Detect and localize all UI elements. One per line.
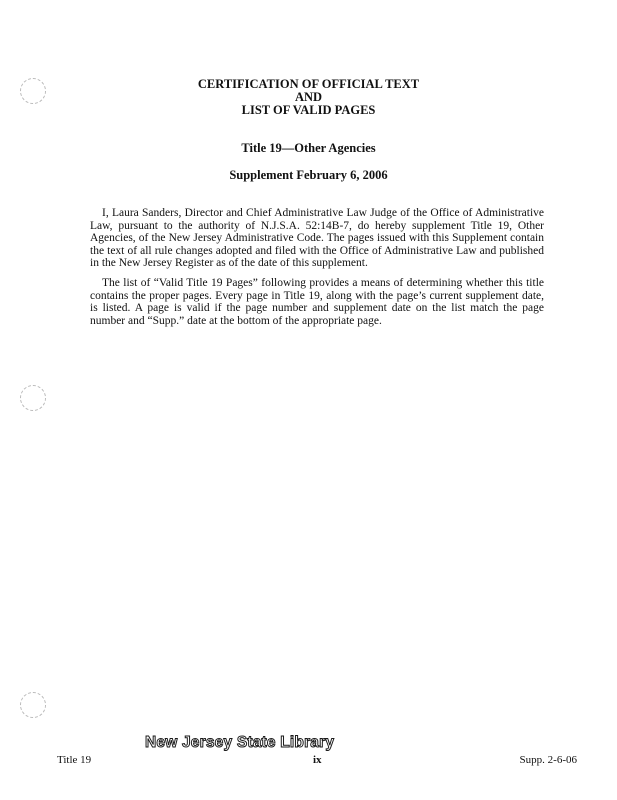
title-heading: Title 19—Other Agencies — [241, 141, 376, 155]
library-stamp: New Jersey State Library — [145, 734, 335, 751]
paragraph-valid-pages: The list of “Valid Title 19 Pages” following provides a means of determining whether this title contains the proper pages. Every page in Title 19, along with the page’s current supplement date, is listed. A page is valid if the page number and supplement date on the list match the page number and “Supp.” date at the bottom of the appropriate page. — [90, 276, 544, 327]
title-line-2: AND — [294, 90, 323, 104]
footer-supplement-date: Supp. 2-6-06 — [519, 754, 577, 766]
page-number: ix — [313, 754, 322, 766]
certification-body — [90, 207, 544, 334]
title-line-1: CERTIFICATION OF OFFICIAL TEXT — [197, 77, 420, 91]
paragraph-certification: I, Laura Sanders, Director and Chief Administrative Law Judge of the Office of Administrative Law, pursuant to the authority of N.J.S.A. 52:14B-7, do hereby supplement Title 19, Other Agencies, of the New Jersey Administrative Code. The pages issued with this Supplement contain the text of all rule changes adopted and filed with the Office of Administrative Law and published in the New Jersey Register as of the date of this supplement. — [90, 207, 544, 270]
supplement-heading: Supplement February 6, 2006 — [229, 168, 388, 182]
footer-title: Title 19 — [57, 754, 92, 766]
page-footer — [0, 734, 617, 770]
punch-hole-middle — [20, 385, 46, 411]
punch-hole-bottom — [20, 692, 46, 718]
title-line-3: LIST OF VALID PAGES — [241, 103, 376, 117]
certification-title — [0, 78, 617, 117]
